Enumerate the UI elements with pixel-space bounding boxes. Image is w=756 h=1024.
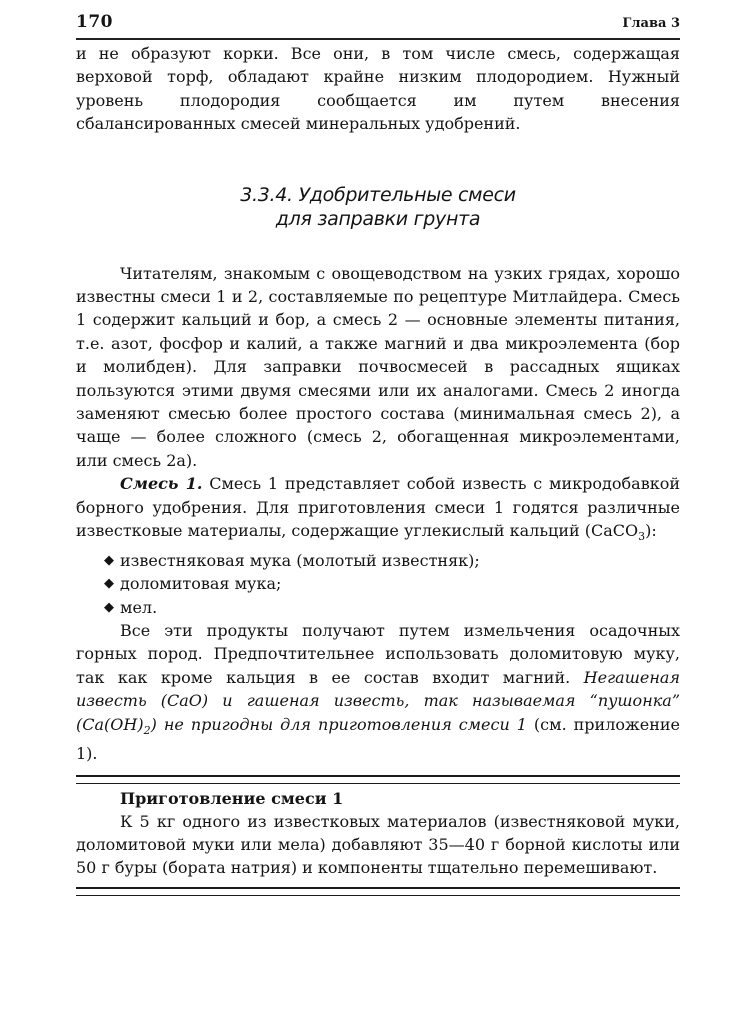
chapter-label: Глава 3 — [622, 16, 680, 31]
diamond-bullet-icon: ◆ — [104, 552, 114, 568]
products-text: Все эти продукты получают путем измельчения осадочных горных пород. Предпочтительнее использовать доломитовую муку, так как кроме кальция в ее состав входит магний. — [76, 620, 680, 687]
recipe-box — [76, 788, 680, 880]
mixture-1-text-end: ): — [645, 521, 657, 541]
list-item: ◆ известняковая мука (молотый известняк); — [76, 549, 680, 572]
recipe-title: Приготовление смеси 1 — [120, 788, 344, 808]
lime-materials-list — [76, 549, 680, 619]
list-item: ◆ мел. — [76, 596, 680, 619]
header-rule — [76, 38, 680, 40]
paragraph-products — [76, 619, 680, 766]
recipe-text: К 5 кг одного из известковых материалов (известняковой муки, доломитовой муки или мела) добавляют 35—40 г борной кислоты или 50 г буры (бората натрия) и компоненты тщательно перемешивают. — [76, 811, 680, 878]
diamond-bullet-icon: ◆ — [104, 599, 114, 615]
box-bottom-rule — [76, 887, 680, 896]
paragraph-mixtures-intro: Читателям, знакомым с овощеводством на узких грядах, хорошо известны смеси 1 и 2, составляемые по рецептуре Митлайдера. Смесь 1 содержит кальций и бор, а смесь 2 — основные элементы питания, т.е. азот, фосфор и калий, а также магний и два микроэлемента (бор и молибден). Для заправки почвосмесей в рассадных ящиках пользуются этими двумя смесями или их аналогами. Смесь 2 иногда заменяют смесью более простого состава (минимальная смесь 2), а чаще — более сложного (смесь 2, обогащенная микроэлементами, или смесь 2а). — [76, 263, 680, 470]
list-item: ◆ доломитовая мука; — [76, 572, 680, 595]
formula-subscript: 3 — [638, 530, 646, 544]
section-title-line-2: для заправки грунта — [275, 207, 481, 230]
section-title-line-1: 3.3.4. Удобрительные смеси — [240, 183, 516, 206]
box-top-rule — [76, 775, 680, 784]
mixture-1-lead: Смесь 1. — [120, 474, 203, 494]
section-title — [76, 183, 680, 231]
page-number: 170 — [76, 12, 113, 32]
book-page — [76, 12, 680, 896]
diamond-bullet-icon: ◆ — [104, 576, 114, 592]
appendix-reference: (см. приложение 1). — [76, 714, 680, 764]
intro-paragraph: и не образуют корки. Все они, в том числе смесь, содержащая верховой торф, обладают крайне низким плодородием. Нужный уровень плодородия сообщается им путем внесения сбалансированных смесей минеральных удобрений. — [76, 44, 680, 134]
paragraph-mixture-1 — [76, 472, 680, 548]
mixture-1-text: Смесь 1 представляет собой известь с микродобавкой борного удобрения. Для приготовления смеси 1 годятся различные известковые материалы, содержащие углекислый кальций (CaCO — [76, 474, 681, 541]
lime-note-italic: Негашеная известь (CaO) и гашеная известь, так называемая “пушонка” $(Ca(OH)_2)$ не пригодны для приготовления смеси 1 — [76, 667, 680, 737]
hydroxide-subscript: 2 — [143, 723, 151, 737]
